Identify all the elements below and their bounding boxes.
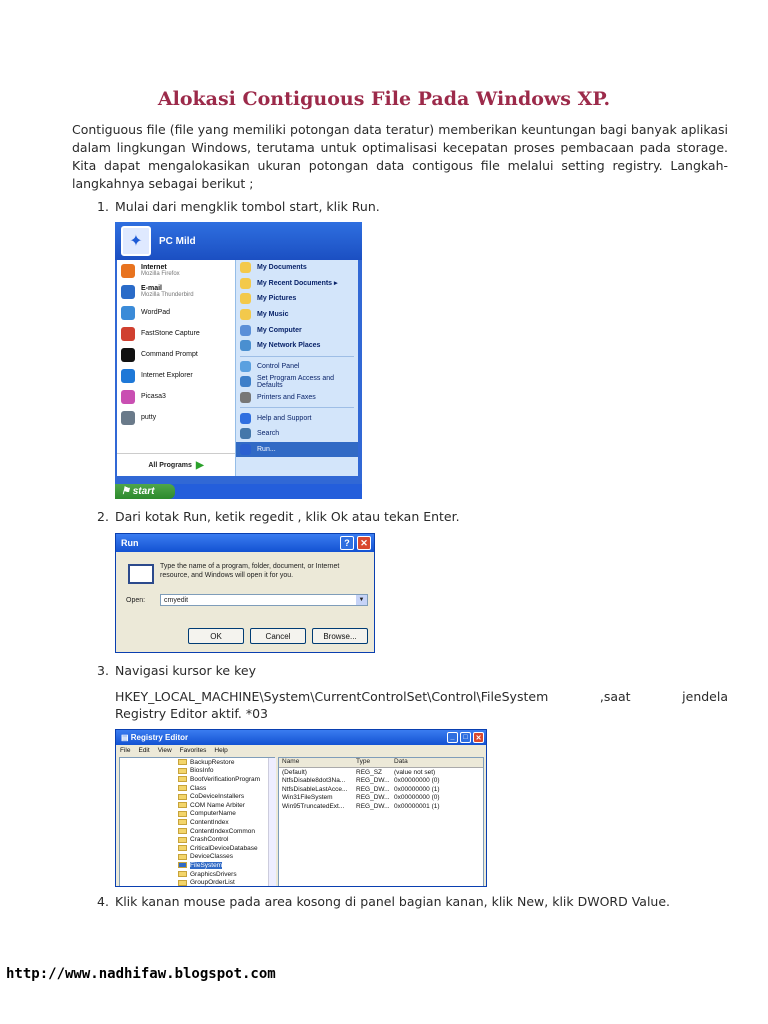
key-path-text: HKEY_LOCAL_MACHINE\System\CurrentControlSet\Control\FileSystem	[115, 689, 549, 704]
program-icon	[121, 369, 135, 383]
start-menu-item-label: Command Prompt	[141, 351, 198, 358]
start-menu-place-label: My Computer	[257, 326, 302, 334]
tree-node-label: CrashControl	[190, 836, 229, 844]
menu-item[interactable]: Edit	[138, 746, 150, 754]
tree-node-label: BootVerificationProgram	[190, 775, 261, 783]
ok-button[interactable]: OK	[188, 628, 244, 644]
tree-node[interactable]	[120, 775, 274, 784]
table-row[interactable]	[279, 802, 483, 811]
folder-icon	[240, 340, 251, 351]
table-row[interactable]	[279, 794, 483, 803]
start-menu-place[interactable]	[236, 359, 358, 375]
start-menu-places-list	[235, 260, 358, 476]
tree-node[interactable]	[120, 844, 274, 853]
intro-paragraph: Contiguous file (file yang memiliki potongan data teratur) memberikan keuntungan bagi banyak aplikasi dalam lingkungan Windows, terutama untuk optimalisasi kecepatan proses pembacaan pada storage. Kita dapat mengalokasikan ukuran potongan data contigous file melalui setting registry. Langkah-langkahnya sebagai berikut ;	[72, 122, 728, 191]
tree-node[interactable]	[120, 810, 274, 819]
step-3	[97, 663, 256, 678]
table-row[interactable]	[279, 768, 483, 777]
start-menu-place-label: My Network Places	[257, 342, 321, 350]
step-4	[97, 894, 670, 909]
tree-node[interactable]	[120, 878, 274, 887]
menu-item[interactable]: View	[157, 746, 172, 754]
folder-icon	[178, 845, 187, 851]
values-header	[279, 758, 483, 768]
start-menu-header	[115, 222, 362, 260]
start-menu-item[interactable]	[117, 323, 235, 344]
tree-node-label: BackupRestore	[190, 758, 235, 766]
folder-icon	[240, 325, 251, 336]
table-cell: 0x00000000 (1)	[394, 785, 440, 793]
run-titlebar	[116, 534, 374, 552]
all-programs-label: All Programs	[148, 461, 192, 469]
start-menu-item[interactable]	[117, 260, 235, 281]
registry-menubar	[116, 745, 486, 755]
menu-separator	[240, 356, 354, 357]
registry-titlebar	[116, 730, 486, 745]
tree-node-label: BiosInfo	[190, 767, 214, 775]
step-number: 1.	[97, 199, 109, 214]
footer-url[interactable]: http://www.nadhifaw.blogspot.com	[6, 966, 276, 982]
table-cell: NtfsDisableLastAcce...	[282, 785, 348, 793]
registry-tree	[119, 757, 275, 887]
registry-title: Registry Editor	[130, 733, 189, 742]
run-title: Run	[121, 538, 139, 548]
start-menu-item[interactable]	[117, 281, 235, 302]
key-path-jendela: jendela	[682, 689, 728, 704]
maximize-icon[interactable]: □	[460, 732, 471, 743]
start-menu-place[interactable]	[236, 410, 358, 426]
close-button[interactable]: ✕	[357, 536, 371, 550]
menu-separator	[240, 407, 354, 408]
folder-icon	[178, 880, 187, 886]
green-arrow-icon: ▶	[195, 459, 204, 471]
tree-node-label: CoDeviceInstallers	[190, 793, 245, 801]
registry-key-path	[115, 688, 728, 722]
table-cell: 0x00000001 (1)	[394, 802, 440, 810]
tree-node[interactable]	[120, 835, 274, 844]
program-icon	[121, 390, 135, 404]
step-number: 4.	[97, 894, 109, 909]
tree-node-label: DeviceClasses	[190, 853, 233, 861]
tree-node[interactable]	[120, 853, 274, 862]
step-2	[97, 509, 460, 524]
run-input-value: cmyedit	[164, 597, 189, 604]
page-title: Alokasi Contiguous File Pada Windows XP.	[157, 88, 611, 110]
folder-icon	[178, 862, 187, 868]
folder-icon	[240, 309, 251, 320]
folder-icon	[240, 428, 251, 439]
tree-node-label: GroupOrderList	[190, 879, 235, 887]
folder-icon	[240, 361, 251, 372]
start-menu-item-text	[141, 309, 170, 316]
start-menu-place-label: My Music	[257, 311, 289, 319]
start-menu-item-text	[141, 393, 166, 400]
step-number: 2.	[97, 509, 109, 524]
program-icon	[121, 285, 135, 299]
run-program-icon	[128, 564, 154, 584]
start-menu-item-sub: Mozilla Thunderbird	[141, 292, 194, 298]
folder-icon	[178, 802, 187, 808]
start-button[interactable]	[115, 484, 175, 499]
folder-icon	[240, 262, 251, 273]
step-text: Dari kotak Run, ketik regedit , klik Ok atau tekan Enter.	[115, 509, 460, 524]
column-name[interactable]: Name	[282, 758, 300, 765]
start-menu-place[interactable]	[236, 260, 358, 276]
all-programs-button[interactable]	[117, 453, 235, 476]
table-cell: REG_DW...	[356, 794, 390, 802]
tree-node-label: ContentIndex	[190, 818, 229, 826]
start-menu-item-text	[141, 330, 200, 337]
folder-icon	[240, 278, 251, 289]
menu-item[interactable]: Favorites	[179, 746, 207, 754]
step-1	[97, 199, 380, 214]
folder-icon	[240, 392, 251, 403]
start-menu-item-label: WordPad	[141, 309, 171, 316]
program-icon	[121, 264, 135, 278]
folder-icon	[178, 819, 187, 825]
folder-icon	[178, 811, 187, 817]
menu-item[interactable]: Help	[214, 746, 228, 754]
start-menu-place[interactable]	[236, 338, 358, 354]
start-menu-item[interactable]	[117, 386, 235, 407]
tree-node-label: Class	[190, 784, 207, 792]
tree-node-label: ComputerName	[190, 810, 236, 818]
open-label: Open:	[126, 597, 146, 604]
program-icon	[121, 411, 135, 425]
start-menu-item[interactable]	[117, 344, 235, 365]
windows-flag-icon: ⚑	[121, 486, 133, 497]
tree-node[interactable]	[120, 801, 274, 810]
tree-node-label: COM Name Arbiter	[190, 801, 245, 809]
tree-node[interactable]	[120, 870, 274, 879]
start-menu-place-label: Control Panel	[257, 362, 300, 370]
minimize-icon[interactable]: _	[447, 732, 458, 743]
start-menu-place[interactable]	[236, 322, 358, 338]
start-menu-pinned-list	[117, 260, 235, 476]
table-cell: REG_DW...	[356, 777, 390, 785]
folder-icon	[240, 413, 251, 424]
tree-node[interactable]	[120, 827, 274, 836]
cancel-button[interactable]: Cancel	[250, 628, 306, 644]
folder-icon	[178, 837, 187, 843]
start-menu-place-label: My Pictures	[257, 295, 297, 303]
start-menu-place-label: Set Program Access and Defaults	[257, 374, 335, 389]
regedit-icon: ▤	[121, 733, 131, 742]
table-cell: Win31FileSystem	[282, 794, 333, 802]
folder-icon	[178, 794, 187, 800]
start-menu-place-label: My Documents	[257, 264, 307, 272]
registry-editor-screenshot	[115, 729, 487, 887]
folder-icon	[178, 776, 187, 782]
start-menu-place-label: Help and Support	[257, 414, 312, 422]
help-button[interactable]: ?	[340, 536, 354, 550]
folder-icon	[240, 444, 251, 455]
start-menu-place[interactable]	[236, 442, 358, 458]
start-menu-item-label: E-mail	[141, 285, 163, 292]
tree-node[interactable]	[120, 758, 274, 767]
start-menu-item-label: FastStone Capture	[141, 330, 200, 337]
tree-node[interactable]	[120, 861, 274, 870]
start-menu-place[interactable]	[236, 276, 358, 292]
folder-icon	[240, 376, 251, 387]
folder-icon	[178, 854, 187, 860]
tree-node[interactable]	[120, 818, 274, 827]
chevron-down-icon[interactable]: ▼	[356, 595, 367, 605]
step-text: Navigasi kursor ke key	[115, 663, 256, 678]
run-dialog-screenshot	[115, 533, 375, 653]
browse-button[interactable]: Browse...	[312, 628, 368, 644]
taskbar	[115, 484, 362, 499]
start-menu-item-text	[141, 351, 198, 358]
folder-icon	[178, 785, 187, 791]
program-icon	[121, 348, 135, 362]
program-icon	[121, 327, 135, 341]
start-menu-place-label: Search	[257, 430, 280, 438]
table-cell: 0x00000000 (0)	[394, 794, 440, 802]
folder-icon	[178, 768, 187, 774]
tree-node-label: ContentIndexCommon	[190, 827, 256, 835]
start-menu-item-label: Internet Explorer	[141, 372, 193, 379]
tree-node-label: FileSystem	[190, 861, 223, 869]
table-cell: REG_SZ	[356, 768, 383, 776]
table-cell: NtfsDisable8dot3Na...	[282, 777, 346, 785]
start-label: start	[132, 486, 155, 497]
column-data[interactable]: Data	[394, 758, 408, 765]
start-menu-place-label: My Recent Documents ▸	[257, 280, 338, 288]
start-menu-user: PC Mild	[159, 235, 196, 247]
tree-node-label: GraphicsDrivers	[190, 870, 237, 878]
butterfly-avatar-icon: ✦	[121, 226, 151, 256]
tree-node[interactable]	[120, 792, 274, 801]
step-text: Klik kanan mouse pada area kosong di panel bagian kanan, klik New, klik DWORD Value.	[115, 894, 671, 909]
start-menu-item-text	[141, 414, 156, 421]
start-menu-place[interactable]	[236, 390, 358, 406]
tree-node-label: CriticalDeviceDatabase	[190, 844, 258, 852]
start-menu-item-text	[141, 285, 194, 298]
table-cell: Win95TruncatedExt...	[282, 802, 345, 810]
table-row[interactable]	[279, 785, 483, 794]
start-menu-item-label: Internet	[141, 264, 167, 271]
start-menu-item[interactable]	[117, 407, 235, 428]
program-icon	[121, 306, 135, 320]
start-menu-item[interactable]	[117, 365, 235, 386]
tree-scrollbar[interactable]	[268, 758, 276, 886]
key-path-line2: Registry Editor aktif. *03	[115, 706, 268, 721]
start-menu-item[interactable]	[117, 302, 235, 323]
folder-icon	[178, 871, 187, 877]
close-icon[interactable]: ✕	[473, 732, 484, 743]
start-menu-item-label: putty	[141, 414, 157, 421]
run-open-input[interactable]	[160, 594, 368, 606]
tree-node[interactable]	[120, 784, 274, 793]
start-menu-item-sub: Mozilla Firefox	[141, 271, 180, 277]
menu-item[interactable]: File	[120, 746, 131, 754]
start-menu-item-label: Picasa3	[141, 393, 166, 400]
start-menu-place-label: Run...	[257, 445, 276, 453]
folder-icon	[178, 828, 187, 834]
step-number: 3.	[97, 663, 109, 678]
run-description: Type the name of a program, folder, document, or Internet resource, and Windows will open it for you.	[160, 563, 340, 579]
start-menu-place[interactable]	[236, 426, 358, 442]
tree-node[interactable]	[120, 767, 274, 776]
start-menu-place-label: Printers and Faxes	[257, 394, 316, 402]
folder-icon	[178, 759, 187, 765]
table-row[interactable]	[279, 777, 483, 786]
table-cell: (Default)	[282, 768, 307, 776]
registry-values-list	[278, 757, 484, 887]
start-menu-place[interactable]	[236, 291, 358, 307]
table-cell: (value not set)	[394, 768, 436, 776]
start-menu-place[interactable]	[236, 307, 358, 323]
table-cell: REG_DW...	[356, 785, 390, 793]
start-menu-screenshot	[115, 222, 362, 499]
column-type[interactable]: Type	[356, 758, 371, 765]
folder-icon	[240, 293, 251, 304]
key-path-saat: ,saat	[599, 689, 631, 704]
start-menu-item-text	[141, 372, 193, 379]
step-text: Mulai dari mengklik tombol start, klik Run.	[115, 199, 380, 214]
table-cell: REG_DW...	[356, 802, 390, 810]
start-menu-item-text	[141, 264, 180, 277]
start-menu-place[interactable]	[236, 374, 358, 390]
table-cell: 0x00000000 (0)	[394, 777, 440, 785]
